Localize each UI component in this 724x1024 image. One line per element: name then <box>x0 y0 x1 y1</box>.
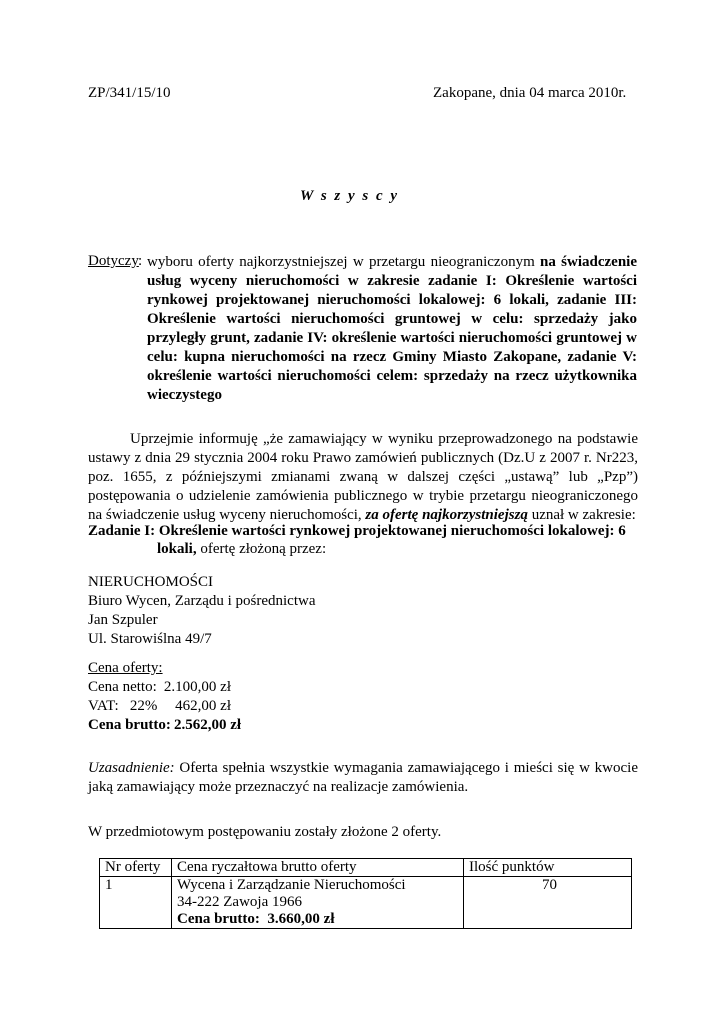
table-cell-offer <box>172 877 464 929</box>
price-gross-value: 2.562,00 zł <box>174 717 242 733</box>
main-paragraph-emphasis: za ofertę najkorzystniejszą <box>365 507 528 523</box>
price-vat-label: VAT: 22% <box>88 698 158 714</box>
table-header-points: Ilość punktów <box>464 859 632 877</box>
main-paragraph-text: Uprzejmie informuję „że zamawiający w wyniku przeprowadzonego na podstawie ustawy z dnia 29 stycznia 2004 roku Prawo zamówień publicznych (Dz.U z 2007 r. Nr223, poz. 1655, z późniejszymi zmianami zwaną w dalszej części „ustawą” lub „Pzp”) postępowania o udzielenie zamówienia publicznego w trybie przetargu nieograniczonego na świadczenie usług wyceny nieruchomości, <box>88 431 638 523</box>
price-gross-row <box>88 716 241 735</box>
subject-label <box>88 253 139 270</box>
price-gross-label: Cena brutto: <box>88 717 171 733</box>
table-cell-nr: 1 <box>100 877 172 929</box>
main-paragraph <box>88 430 638 525</box>
task-cont-plain: ofertę złożoną przez: <box>196 541 327 557</box>
table-header-nr: Nr oferty <box>100 859 172 877</box>
offers-table <box>99 858 632 929</box>
subject-colon: : <box>138 253 143 269</box>
main-paragraph-end: uznał w zakresie: <box>527 507 636 523</box>
price-block <box>88 659 241 735</box>
task-cont-bold: lokali, <box>157 541 197 557</box>
task-heading-continuation <box>157 541 326 558</box>
company-address: Ul. Starowiślna 49/7 <box>88 631 212 647</box>
addressee: W s z y s c y <box>300 188 400 204</box>
subject-text <box>147 253 637 405</box>
justification-text: Oferta spełnia wszystkie wymagania zamawiającego i mieści się w kwocie jaką zamawiający może przeznaczyć na realizacje zamówienia. <box>88 760 638 795</box>
table-header-price: Cena ryczałtowa brutto oferty <box>172 859 464 877</box>
price-vat-row <box>88 697 241 716</box>
company-block <box>88 573 316 649</box>
offer-address: 34-222 Zawoja 1966 <box>177 894 302 910</box>
justification-paragraph <box>88 759 638 797</box>
price-heading: Cena oferty: <box>88 660 163 676</box>
subject-text-bold: na świadczenie usług wyceny nieruchomości w zakresie zadanie I: Określenie wartości rynkowej projektowanej nieruchomości lokalowej: 6 lokali, zadanie III: Określenie wartości nieruchomości gruntowej w celu: sprzedaży jako przyległy grunt, zadanie IV: określenie wartości nieruchomości gruntowej w celu: kupna nieruchomości na rzecz Gminy Miasto Zakopane, zadanie V: określenie wartości nieruchomości celem: sprzedaży na rzecz użytkownika wieczystego <box>147 254 637 403</box>
price-vat-value: 462,00 zł <box>175 698 231 714</box>
table-cell-points: 70 <box>464 877 632 929</box>
company-line2: Biuro Wycen, Zarządu i pośrednictwa <box>88 593 316 609</box>
subject-label-text: Dotyczy <box>88 253 139 269</box>
offer-price: Cena brutto: 3.660,00 zł <box>177 911 335 927</box>
price-net-row <box>88 678 241 697</box>
price-net-value: 2.100,00 zł <box>163 679 231 695</box>
offers-count-text: W przedmiotowym postępowaniu zostały złożone 2 oferty. <box>88 824 442 840</box>
table-row <box>100 877 632 929</box>
task-heading: Zadanie I: Określenie wartości rynkowej projektowanej nieruchomości lokalowej: 6 <box>88 523 626 539</box>
justification-label: Uzasadnienie: <box>88 760 175 776</box>
document-date: Zakopane, dnia 04 marca 2010r. <box>433 85 627 101</box>
subject-text-plain: wyboru oferty najkorzystniejszej w przetargu nieograniczonym <box>147 254 541 270</box>
offer-company: Wycena i Zarządzanie Nieruchomości <box>177 877 406 893</box>
company-person: Jan Szpuler <box>88 612 158 628</box>
price-net-label: Cena netto: <box>88 679 157 695</box>
document-reference: ZP/341/15/10 <box>88 85 171 101</box>
company-name: NIERUCHOMOŚCI <box>88 574 214 590</box>
table-header-row <box>100 859 632 877</box>
